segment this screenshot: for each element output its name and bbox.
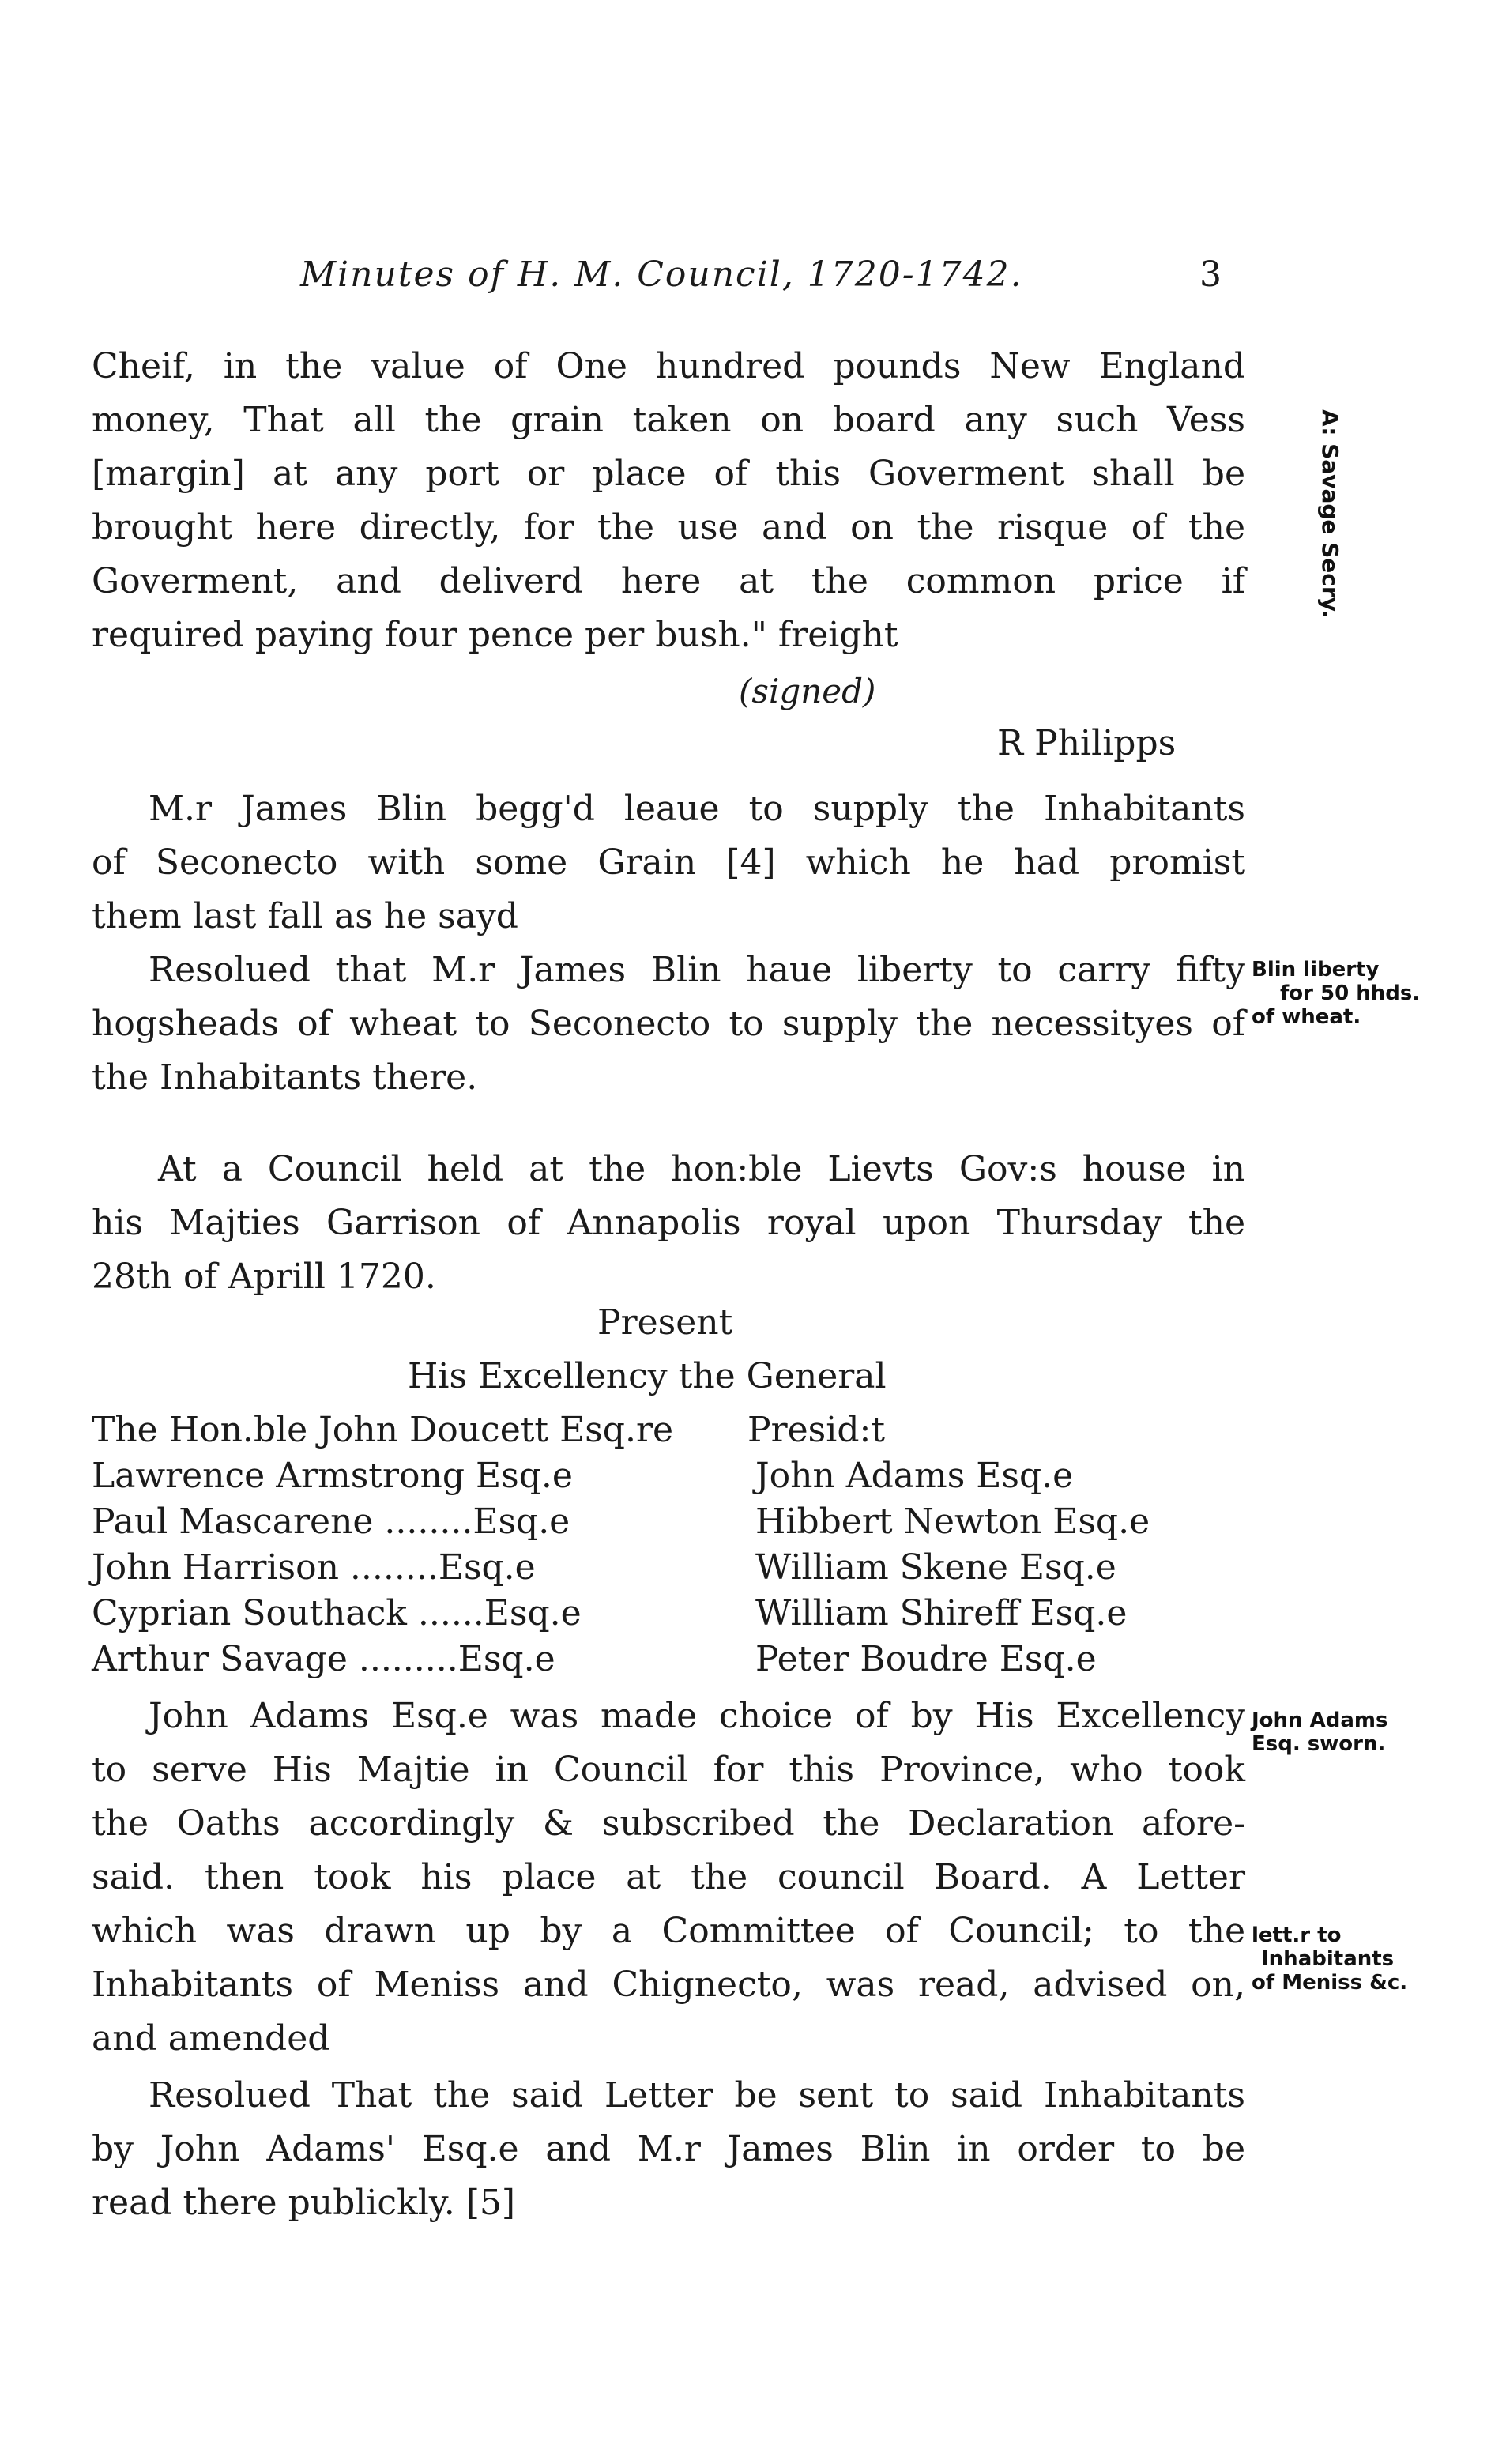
text-line: them last fall as he sayd — [92, 896, 518, 936]
text-line: M.r James Blin begg'd leaue to supply the Inhabitants — [149, 789, 1245, 829]
text-line: which was drawn up by a Committee of Council; to the — [92, 1911, 1245, 1951]
member-right: John Adams Esq.e — [755, 1456, 1074, 1496]
members-list — [92, 1410, 1245, 1685]
member-right: William Shireff Esq.e — [755, 1593, 1128, 1633]
text-line: read there publickly. [5] — [92, 2183, 516, 2223]
paragraph-council-held — [92, 1143, 1245, 1304]
member-right: Presid:t — [747, 1410, 886, 1450]
paragraph-grain-order — [92, 340, 1245, 662]
text-line: and amended — [92, 2018, 330, 2059]
text-line: Resolued that M.r James Blin haue liberty to carry fifty — [149, 950, 1245, 990]
text-line: 28th of Aprill 1720. — [92, 1256, 436, 1297]
page-header — [0, 254, 1506, 302]
member-left: The Hon.ble John Doucett Esq.re — [92, 1410, 674, 1450]
text-line: Resolued That the said Letter be sent to said Inhabitants — [149, 2075, 1245, 2115]
text-line: his Majties Garrison of Annapolis royal upon Thursday the — [92, 1203, 1245, 1243]
member-left: John Harrison ........Esq.e — [92, 1547, 536, 1588]
text-line: of Seconecto with some Grain [4] which he had promist — [92, 842, 1245, 883]
running-title: Minutes of H. M. Council, 1720-1742. — [300, 254, 1023, 295]
text-line: At a Council held at the hon:ble Lievts Gov:s house in — [158, 1149, 1245, 1189]
member-left: Cyprian Southack ......Esq.e — [92, 1593, 582, 1633]
paragraph-blin-request — [92, 782, 1245, 944]
member-left: Lawrence Armstrong Esq.e — [92, 1456, 573, 1496]
member-row — [92, 1639, 1245, 1685]
page-number: 3 — [1199, 254, 1222, 295]
member-row — [92, 1410, 1245, 1456]
member-row — [92, 1456, 1245, 1501]
member-row — [92, 1501, 1245, 1547]
present-heading: Present — [597, 1302, 733, 1343]
margin-line: for 50 hhds. — [1280, 981, 1421, 1005]
text-line: hogsheads of wheat to Seconecto to supply the necessityes of — [92, 1004, 1245, 1044]
text-line: by John Adams' Esq.e and M.r James Blin in order to be — [92, 2129, 1245, 2169]
text-line: Inhabitants of Meniss and Chignecto, was read, advised on, — [92, 1965, 1245, 2005]
margin-note-blin — [1252, 958, 1420, 1029]
text-line: the Inhabitants there. — [92, 1057, 478, 1098]
member-right: William Skene Esq.e — [755, 1547, 1116, 1588]
text-line: [margin] at any port or place of this Goverment shall be — [92, 454, 1245, 494]
margin-note-adams — [1252, 1709, 1387, 1756]
margin-note-savage: A: Savage Secry. — [1317, 409, 1343, 619]
text-line: Cheif, in the value of One hundred pounds New England — [92, 346, 1245, 386]
member-row — [92, 1547, 1245, 1593]
margin-line: Blin liberty — [1252, 958, 1380, 981]
signature-name: R Philipps — [997, 723, 1177, 763]
paragraph-adams-sworn — [92, 1690, 1245, 2066]
margin-line: of wheat. — [1252, 1005, 1361, 1029]
member-right: Peter Boudre Esq.e — [755, 1639, 1097, 1679]
margin-line: John Adams — [1252, 1709, 1388, 1732]
margin-note-letter — [1252, 1923, 1407, 1995]
text-line: brought here directly, for the use and on the risque of the — [92, 507, 1245, 548]
margin-line: of Meniss &c. — [1252, 1971, 1408, 1995]
member-row — [92, 1593, 1245, 1639]
text-line: to serve His Majtie in Council for this Province, who took — [92, 1750, 1245, 1790]
text-line: said. then took his place at the council Board. A Letter — [92, 1857, 1245, 1897]
text-line: required paying four pence per bush." freight — [92, 615, 898, 655]
margin-line: Esq. sworn. — [1252, 1732, 1386, 1756]
member-right: Hibbert Newton Esq.e — [755, 1501, 1150, 1542]
text-line: money, That all the grain taken on board any such Vess — [92, 400, 1245, 440]
signed-note: (signed) — [739, 672, 876, 710]
margin-line: lett.r to — [1252, 1923, 1342, 1947]
member-left: Arthur Savage .........Esq.e — [92, 1639, 555, 1679]
paragraph-blin-resolution — [92, 944, 1245, 1105]
text-line: Goverment, and deliverd here at the common price if — [92, 561, 1245, 601]
paragraph-letter-resolution — [92, 2069, 1245, 2230]
text-line: the Oaths accordingly & subscribed the Declaration afore- — [92, 1803, 1245, 1844]
member-left: Paul Mascarene ........Esq.e — [92, 1501, 570, 1542]
margin-line: Inhabitants — [1261, 1947, 1395, 1971]
present-excellency: His Excellency the General — [408, 1356, 887, 1396]
text-line: John Adams Esq.e was made choice of by His Excellency — [149, 1696, 1245, 1736]
